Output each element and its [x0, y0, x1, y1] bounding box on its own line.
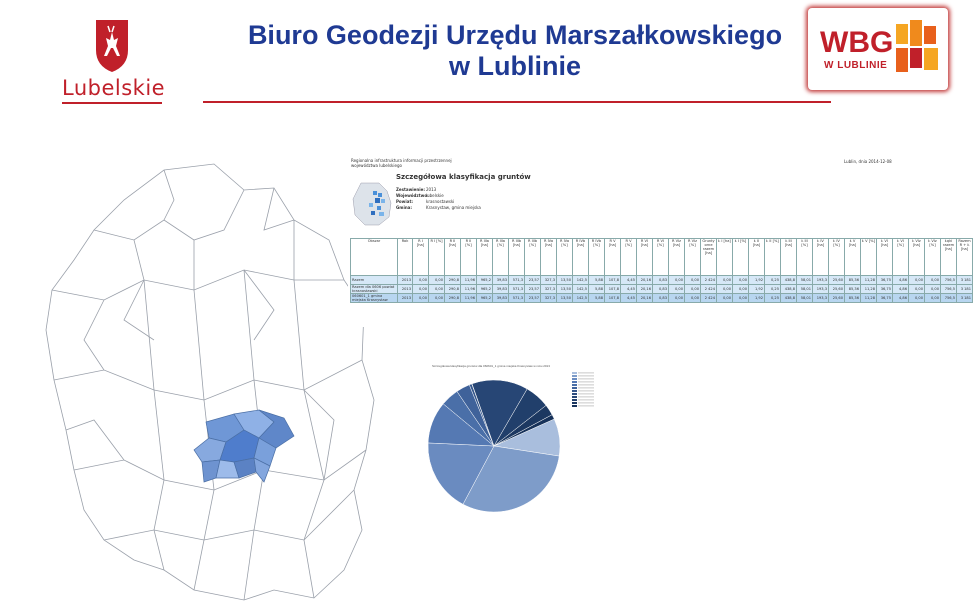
report-column-header: Ł VIz [%] — [925, 239, 941, 276]
report-cell: 13,50 — [557, 276, 573, 285]
report-cell: 327,3 — [541, 285, 557, 294]
report-column-header: Rok — [398, 239, 413, 276]
krasnostaw-county — [194, 410, 294, 482]
report-column-header: Ł I [ha] — [717, 239, 733, 276]
report-row-label: 060601_1 gmina miejska Krasnystaw — [351, 294, 398, 303]
pie-legend-swatch — [572, 393, 577, 395]
report-cell: 5,88 — [589, 285, 605, 294]
report-cell: 5,88 — [589, 294, 605, 303]
report-table-row — [351, 294, 973, 303]
report-cell: 20,16 — [637, 276, 653, 285]
lubelskie-logo — [52, 18, 172, 106]
report-cell: 327,3 — [541, 276, 557, 285]
report-cell: 13,50 — [557, 294, 573, 303]
report-cell: 85,36 — [845, 276, 861, 285]
report-cell: 2 424 — [701, 276, 717, 285]
report-cell: 39,83 — [493, 285, 509, 294]
report-cell: 3 181 — [957, 276, 973, 285]
report-cell: 0,00 — [733, 276, 749, 285]
report-cell: 0,25 — [765, 276, 781, 285]
report-cell: 0,00 — [909, 294, 925, 303]
page-title — [200, 20, 830, 82]
report-cell: 193,3 — [813, 285, 829, 294]
report-cell: 0,00 — [925, 276, 941, 285]
pie-legend-swatch — [572, 390, 577, 392]
report-cell: 20,16 — [637, 285, 653, 294]
pie-chart-panel — [420, 360, 602, 510]
report-column-header: R IIIb [ha] — [509, 239, 525, 276]
report-cell: 107,8 — [605, 294, 621, 303]
report-cell: 36,75 — [877, 294, 893, 303]
report-cell: 85,36 — [845, 294, 861, 303]
report-column-header: Ł IV [%] — [829, 239, 845, 276]
report-cell: 58,01 — [797, 294, 813, 303]
report-column-header: Ł I [%] — [733, 239, 749, 276]
report-cell: 39,83 — [493, 276, 509, 285]
report-column-header: R II [ha] — [445, 239, 461, 276]
report-cell: 0,00 — [909, 276, 925, 285]
report-cell: 0,00 — [717, 294, 733, 303]
report-column-header: R V [%] — [621, 239, 637, 276]
pie-legend-swatch — [572, 375, 577, 377]
report-column-header: R IVa [ha] — [541, 239, 557, 276]
logo-underline — [62, 102, 162, 104]
report-cell: 0,00 — [429, 285, 445, 294]
report-column-header: Ł V [%] — [861, 239, 877, 276]
pie-legend-label — [578, 403, 594, 404]
report-cell: 756,5 — [941, 294, 957, 303]
report-cell: 965,2 — [477, 294, 493, 303]
report-column-header: Łąki razem [ha] — [941, 239, 957, 276]
pie-legend-label — [578, 376, 594, 377]
report-cell: 11,28 — [861, 276, 877, 285]
report-cell: 5,88 — [589, 276, 605, 285]
report-column-header: R VIz [ha] — [669, 239, 685, 276]
report-cell: 0,00 — [413, 294, 429, 303]
report-column-header: Ł V [ha] — [845, 239, 861, 276]
report-cell: 0,25 — [765, 294, 781, 303]
report-cell: 571,3 — [509, 294, 525, 303]
report-cell: 0,00 — [717, 276, 733, 285]
report-table-row — [351, 285, 973, 294]
report-cell: 290,8 — [445, 294, 461, 303]
report-cell: 2013 — [398, 294, 413, 303]
pie-legend-swatch — [572, 399, 577, 401]
report-cell: 11,28 — [861, 285, 877, 294]
pie-legend-label — [578, 373, 594, 374]
report-cell: 327,3 — [541, 294, 557, 303]
report-cell: 23,57 — [525, 285, 541, 294]
report-cell: 193,3 — [813, 276, 829, 285]
report-cell: 107,8 — [605, 276, 621, 285]
report-column-header: R IVb [%] — [589, 239, 605, 276]
report-cell: 0,00 — [925, 294, 941, 303]
report-cell: 0,00 — [909, 285, 925, 294]
report-cell: 756,5 — [941, 276, 957, 285]
report-cell: 0,00 — [685, 276, 701, 285]
report-column-header: Obszar — [351, 239, 398, 276]
report-column-header: Razem R + Ł [ha] — [957, 239, 973, 276]
wbg-logo — [808, 8, 948, 90]
report-column-header: Ł VI [%] — [893, 239, 909, 276]
report-cell: 0,83 — [653, 276, 669, 285]
report-column-header: R VI [ha] — [637, 239, 653, 276]
report-cell: 0,00 — [925, 285, 941, 294]
report-cell: 290,8 — [445, 276, 461, 285]
report-column-header: Ł VI [ha] — [877, 239, 893, 276]
report-column-header: R II [%] — [461, 239, 477, 276]
report-cell: 25,60 — [829, 294, 845, 303]
report-column-header: R IIIa [ha] — [477, 239, 493, 276]
report-date: Lublin, dnia 2014-12-08 — [844, 159, 892, 164]
report-cell: 571,3 — [509, 285, 525, 294]
pie-legend-swatch — [572, 381, 577, 383]
report-cell: 142,5 — [573, 285, 589, 294]
report-cell: 0,00 — [685, 294, 701, 303]
report-cell: 0,00 — [669, 276, 685, 285]
report-cell: 0,00 — [685, 285, 701, 294]
report-field-year: Zestawienie:2013 — [396, 187, 437, 192]
pie-legend-label — [578, 388, 594, 389]
report-cell: 23,57 — [525, 276, 541, 285]
pie-chart-title: Szczegółowa klasyfikacja gruntów dla 060601_1 gmina miejska Krasnystaw w roku 2013 — [432, 364, 550, 368]
report-table — [350, 238, 973, 303]
report-cell: 11,96 — [461, 285, 477, 294]
report-cell: 0,00 — [669, 285, 685, 294]
pie-legend-label — [578, 391, 594, 392]
report-cell: 1,92 — [749, 285, 765, 294]
report-column-header: Grunty orne razem [ha] — [701, 239, 717, 276]
report-cell: 0,00 — [429, 276, 445, 285]
pie-legend-label — [578, 397, 594, 398]
pie-legend-swatch — [572, 384, 577, 386]
pie-legend-label — [578, 394, 594, 395]
report-cell: 20,16 — [637, 294, 653, 303]
report-cell: 25,60 — [829, 276, 845, 285]
report-cell: 4,45 — [621, 276, 637, 285]
report-mini-map — [351, 181, 393, 227]
pie-legend-label — [578, 379, 594, 380]
report-org-line-2: województwa lubelskiego — [351, 163, 402, 168]
report-field-commune: Gmina: Krasnystaw, gmina miejska — [396, 205, 481, 210]
wbg-subtitle: W LUBLINIE — [824, 60, 888, 71]
report-cell: 965,2 — [477, 285, 493, 294]
report-cell: 4,45 — [621, 294, 637, 303]
report-cell: 23,57 — [525, 294, 541, 303]
lubelskie-wordmark: Lubelskie — [62, 76, 166, 100]
pie-legend-swatch — [572, 405, 577, 407]
title-line-2: w Lublinie — [449, 51, 581, 81]
report-cell: 1,92 — [749, 276, 765, 285]
report-cell: 571,3 — [509, 276, 525, 285]
report-column-header: Ł II [ha] — [749, 239, 765, 276]
report-column-header: R IIIb [%] — [525, 239, 541, 276]
pie-legend-label — [578, 382, 594, 383]
report-cell: 193,3 — [813, 294, 829, 303]
report-column-header: R VI [%] — [653, 239, 669, 276]
report-cell: 25,60 — [829, 285, 845, 294]
wbg-grid-icon — [894, 18, 942, 78]
title-divider — [203, 101, 831, 103]
report-org-line-1: Regionalna infrastruktura informacji przestrzennej — [351, 158, 452, 163]
report-column-header: Ł III [%] — [797, 239, 813, 276]
report-column-header: Ł II [%] — [765, 239, 781, 276]
report-cell: 58,01 — [797, 285, 813, 294]
report-row-label: Razem — [351, 276, 398, 285]
report-cell: 36,75 — [877, 276, 893, 285]
report-column-header: Ł VIz [ha] — [909, 239, 925, 276]
report-cell: 438,8 — [781, 294, 797, 303]
report-cell: 4,86 — [893, 285, 909, 294]
report-cell: 4,86 — [893, 276, 909, 285]
map-boundaries — [46, 164, 374, 600]
report-cell: 85,36 — [845, 285, 861, 294]
pie-legend-swatch — [572, 402, 577, 404]
province-map — [44, 160, 374, 600]
report-cell: 0,00 — [717, 285, 733, 294]
report-cell: 2013 — [398, 276, 413, 285]
report-column-header: R IVa [%] — [557, 239, 573, 276]
report-cell: 0,00 — [413, 285, 429, 294]
report-heading: Szczegółowa klasyfikacja gruntów — [396, 173, 531, 181]
report-cell: 4,45 — [621, 285, 637, 294]
pie-legend-swatch — [572, 396, 577, 398]
report-cell: 0,00 — [733, 294, 749, 303]
report-cell: 438,8 — [781, 276, 797, 285]
report-column-header: R IIIa [%] — [493, 239, 509, 276]
report-cell: 965,2 — [477, 276, 493, 285]
report-cell: 3 181 — [957, 285, 973, 294]
report-column-header: R VIz [%] — [685, 239, 701, 276]
report-cell: 0,83 — [653, 294, 669, 303]
report-cell: 142,5 — [573, 294, 589, 303]
pie-legend-swatch — [572, 378, 577, 380]
report-cell: 39,83 — [493, 294, 509, 303]
report-column-header: R I [%] — [429, 239, 445, 276]
deer-emblem-icon — [82, 18, 142, 74]
report-field-county: Powiat: krasnostawski — [396, 199, 455, 204]
title-line-1: Biuro Geodezji Urzędu Marszałkowskiego — [247, 20, 783, 50]
report-cell: 0,25 — [765, 285, 781, 294]
report-row-label: Razem dla 0606 powiat krasnostawski — [351, 285, 398, 294]
report-cell: 0,83 — [653, 285, 669, 294]
pie-legend-label — [578, 385, 594, 386]
pie-legend-swatch — [572, 387, 577, 389]
report-cell: 13,50 — [557, 285, 573, 294]
report-column-header: R I [ha] — [413, 239, 429, 276]
report-cell: 0,00 — [429, 294, 445, 303]
report-document — [348, 155, 971, 327]
report-cell: 2 424 — [701, 285, 717, 294]
pie-legend-label — [578, 400, 594, 401]
report-cell: 58,01 — [797, 276, 813, 285]
report-cell: 107,8 — [605, 285, 621, 294]
report-cell: 4,86 — [893, 294, 909, 303]
report-cell: 2 424 — [701, 294, 717, 303]
report-column-header: Ł III [ha] — [781, 239, 797, 276]
report-table-row — [351, 276, 973, 285]
report-cell: 36,75 — [877, 285, 893, 294]
report-column-header: R IVb [ha] — [573, 239, 589, 276]
pie-legend-label — [578, 406, 594, 407]
report-field-voivodeship: Województwo:lubelskie — [396, 193, 444, 198]
report-cell: 0,00 — [413, 276, 429, 285]
wbg-wordmark: WBG — [820, 26, 894, 59]
report-column-header: R V [ha] — [605, 239, 621, 276]
report-cell: 11,96 — [461, 294, 477, 303]
report-cell: 1,92 — [749, 294, 765, 303]
report-cell: 11,28 — [861, 294, 877, 303]
report-column-header: Ł IV [ha] — [813, 239, 829, 276]
report-cell: 756,5 — [941, 285, 957, 294]
report-cell: 0,00 — [669, 294, 685, 303]
report-cell: 3 181 — [957, 294, 973, 303]
report-cell: 11,96 — [461, 276, 477, 285]
report-cell: 290,8 — [445, 285, 461, 294]
report-cell: 0,00 — [733, 285, 749, 294]
report-cell: 2013 — [398, 285, 413, 294]
pie-chart — [420, 360, 602, 510]
report-cell: 438,8 — [781, 285, 797, 294]
pie-legend-swatch — [572, 372, 577, 374]
report-cell: 142,5 — [573, 276, 589, 285]
